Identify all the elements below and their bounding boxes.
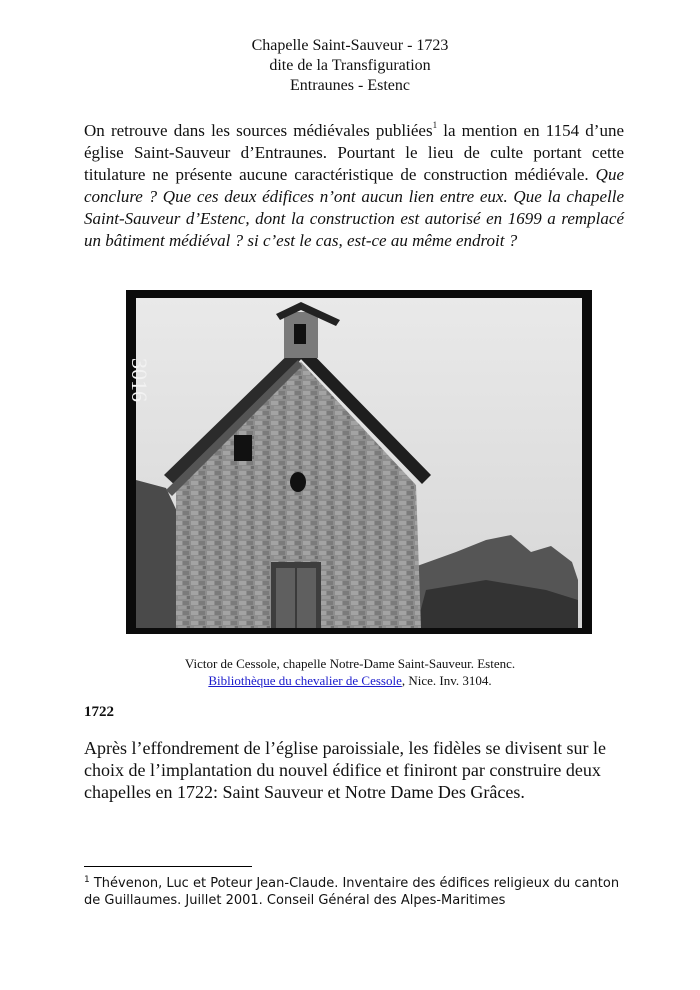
- footnote-text: Thévenon, Luc et Poteur Jean-Claude. Inventaire des édifices religieux du canton de Guillaumes. Juillet 2001. Conseil Général des Alpes-Maritimes: [84, 876, 620, 908]
- title-line-2: dite de la Transfiguration: [269, 57, 431, 74]
- photo-caption: [0, 655, 700, 689]
- caption-line-2-rest: , Nice. Inv. 3104.: [401, 673, 492, 688]
- chapel-photo-image: [126, 290, 592, 634]
- intro-text-a: On retrouve dans les sources médiévales publiées: [84, 121, 433, 140]
- title-line-3: Entraunes - Estenc: [290, 77, 410, 94]
- footnote-reference[interactable]: 1: [432, 120, 438, 130]
- section-body: Après l’effondrement de l’église paroissiale, les fidèles se divisent sur le choix de l’implantation du nouvel édifice et finiront par construire deux chapelles en 1722: Saint Sauveur et Notre Dame Des Grâces.: [84, 738, 607, 802]
- plate-number: 3016: [127, 358, 152, 402]
- footnote-separator: [84, 866, 252, 867]
- footnote: [84, 875, 624, 909]
- intro-paragraph: [84, 120, 624, 252]
- caption-line-2: [0, 672, 700, 689]
- footnote-number: 1: [84, 875, 90, 885]
- title-line-1: Chapelle Saint-Sauveur - 1723: [251, 37, 449, 54]
- library-link[interactable]: Bibliothèque du chevalier de Cessole: [208, 673, 402, 688]
- section-heading: 1722: [84, 704, 114, 720]
- caption-line-1: Victor de Cessole, chapelle Notre-Dame Saint-Sauveur. Estenc.: [184, 656, 516, 671]
- intro-text-b: la mention en 1154 d’une église Saint-Sauveur d’Entraunes. Pourtant le lieu de culte portant cette titulature ne présente aucune caractéristique de construction médiévale.: [84, 121, 624, 184]
- chapel-photograph: [126, 290, 592, 634]
- document-title: [0, 36, 700, 96]
- intro-italic-questions: Que conclure ? Que ces deux édifices n’ont aucun lien entre eux. Que la chapelle Saint-Sauveur d’Estenc, dont la construction est autorisé en 1699 a remplacé un bâtiment médiéval ? si c’est le cas, est-ce au même endroit ?: [84, 165, 624, 250]
